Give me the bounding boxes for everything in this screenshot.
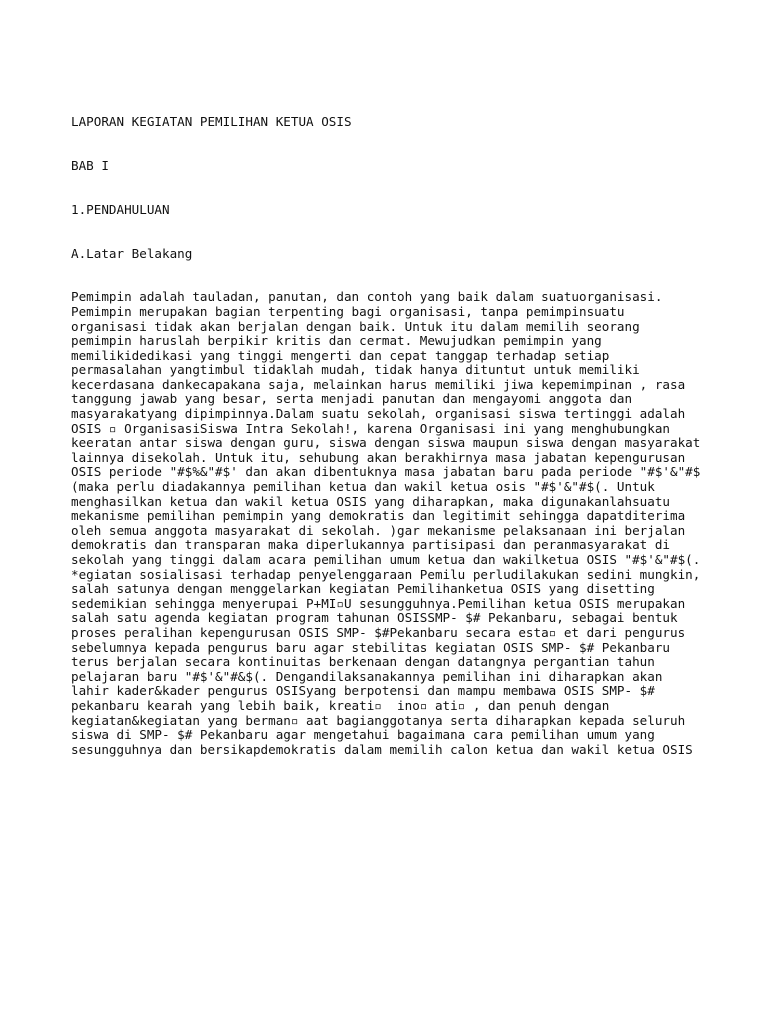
paragraph-line: kegiatan&kegiatan yang berman▫ aat bagianggotanya serta diharapkan kepada seluruh xyxy=(71,712,686,728)
paragraph-line: Pemimpin adalah tauladan, panutan, dan contoh yang baik dalam suatuorganisasi. xyxy=(71,289,663,305)
paragraph-line: terus berjalan secara kontinuitas berkenaan dengan datangnya pergantian tahun xyxy=(71,654,655,670)
paragraph-line: lainnya disekolah. Untuk itu, sehubung akan berakhirnya masa jabatan kepengurusan xyxy=(71,449,686,465)
document-body xyxy=(71,86,761,787)
paragraph-line: siswa di SMP- $# Pekanbaru agar mengetahui bagaimana cara pemilihan umum yang xyxy=(71,727,655,743)
paragraph-line: mekanisme pemilihan pemimpin yang demokratis dan legitimit sehingga dapatditerima xyxy=(71,508,686,524)
paragraph-line: demokratis dan transparan maka diperlukannya partisipasi dan peranmasyarakat di xyxy=(71,537,670,553)
paragraph-line: OSIS ▫ OrganisasiSiswa Intra Sekolah!, karena Organisasi ini yang menghubungkan xyxy=(71,420,670,436)
paragraph-line: (maka perlu diadakannya pemilihan ketua dan wakil ketua osis "#$'&"#$(. Untuk xyxy=(71,479,655,495)
paragraph-line: oleh semua anggota masyarakat di sekolah. )gar mekanisme pelaksanaan ini berjalan xyxy=(71,522,686,538)
paragraph-line: Pemimpin merupakan bagian terpenting bagi organisasi, tanpa pemimpinsuatu xyxy=(71,303,625,319)
body-paragraph xyxy=(71,290,761,757)
paragraph-line: permasalahan yangtimbul tidaklah mudah, tidak hanya dituntut untuk memiliki xyxy=(71,362,640,378)
paragraph-line: salah satunya dengan menggelarkan kegiatan Pemilihanketua OSIS yang disetting xyxy=(71,581,655,597)
paragraph-line: organisasi tidak akan berjalan dengan baik. Untuk itu dalam memilih seorang xyxy=(71,318,640,334)
paragraph-line: kecerdasana dankecapakana saja, melainkan harus memiliki jiwa kepemimpinan , rasa xyxy=(71,376,686,392)
paragraph-line: sebelumnya kepada pengurus baru agar stebilitas kegiatan OSIS SMP- $# Pekanbaru xyxy=(71,639,670,655)
paragraph-line: memilikidedikasi yang tinggi mengerti dan cepat tanggap terhadap setiap xyxy=(71,347,610,363)
chapter-heading: BAB I xyxy=(71,157,109,173)
paragraph-line: tanggung jawab yang besar, serta menjadi panutan dan mengayomi anggota dan xyxy=(71,391,633,407)
paragraph-line: proses peralihan kepengurusan OSIS SMP- $#Pekanbaru secara esta▫ et dari pengurus xyxy=(71,624,686,640)
paragraph-line: pelajaran baru "#$'&"#&$(. Dengandilaksanakannya pemilihan ini diharapkan akan xyxy=(71,668,663,684)
paragraph-line: OSIS periode "#$%&"#$' dan akan dibentuknya masa jabatan baru pada periode "#$'&"#$ xyxy=(71,464,701,480)
paragraph-line: menghasilkan ketua dan wakil ketua OSIS yang diharapkan, maka digunakanlahsuatu xyxy=(71,493,670,509)
paragraph-line: keeratan antar siswa dengan guru, siswa dengan siswa maupun siswa dengan masyarakat xyxy=(71,435,701,451)
paragraph-line: sedemikian sehingga menyerupai P+MI▫U sesungguhnya.Pemilihan ketua OSIS merupakan xyxy=(71,595,686,611)
section-heading: 1.PENDAHULUAN xyxy=(71,201,170,217)
paragraph-line: pekanbaru kearah yang lebih baik, kreati▫ ino▫ ati▫ , dan penuh dengan xyxy=(71,697,610,713)
document-title: LAPORAN KEGIATAN PEMILIHAN KETUA OSIS xyxy=(71,114,352,130)
paragraph-line: salah satu agenda kegiatan program tahunan OSISSMP- $# Pekanbaru, sebagai bentuk xyxy=(71,610,678,626)
paragraph-line: pemimpin haruslah berpikir kritis dan cermat. Mewujudkan pemimpin yang xyxy=(71,333,602,349)
subsection-heading: A.Latar Belakang xyxy=(71,245,193,261)
paragraph-line: sekolah yang tinggi dalam acara pemilihan umum ketua dan wakilketua OSIS "#$'&"#$(. xyxy=(71,552,701,567)
paragraph-line: lahir kader&kader pengurus OSISyang berpotensi dan mampu membawa OSIS SMP- $# xyxy=(71,683,655,699)
paragraph-line: *egiatan sosialisasi terhadap penyelenggaraan Pemilu perludilakukan sedini mungkin, xyxy=(71,566,701,582)
paragraph-line: masyarakatyang dipimpinnya.Dalam suatu sekolah, organisasi siswa tertinggi adalah xyxy=(71,406,686,422)
paragraph-line: sesungguhnya dan bersikapdemokratis dalam memilih calon ketua dan wakil ketua OSIS xyxy=(71,741,693,757)
